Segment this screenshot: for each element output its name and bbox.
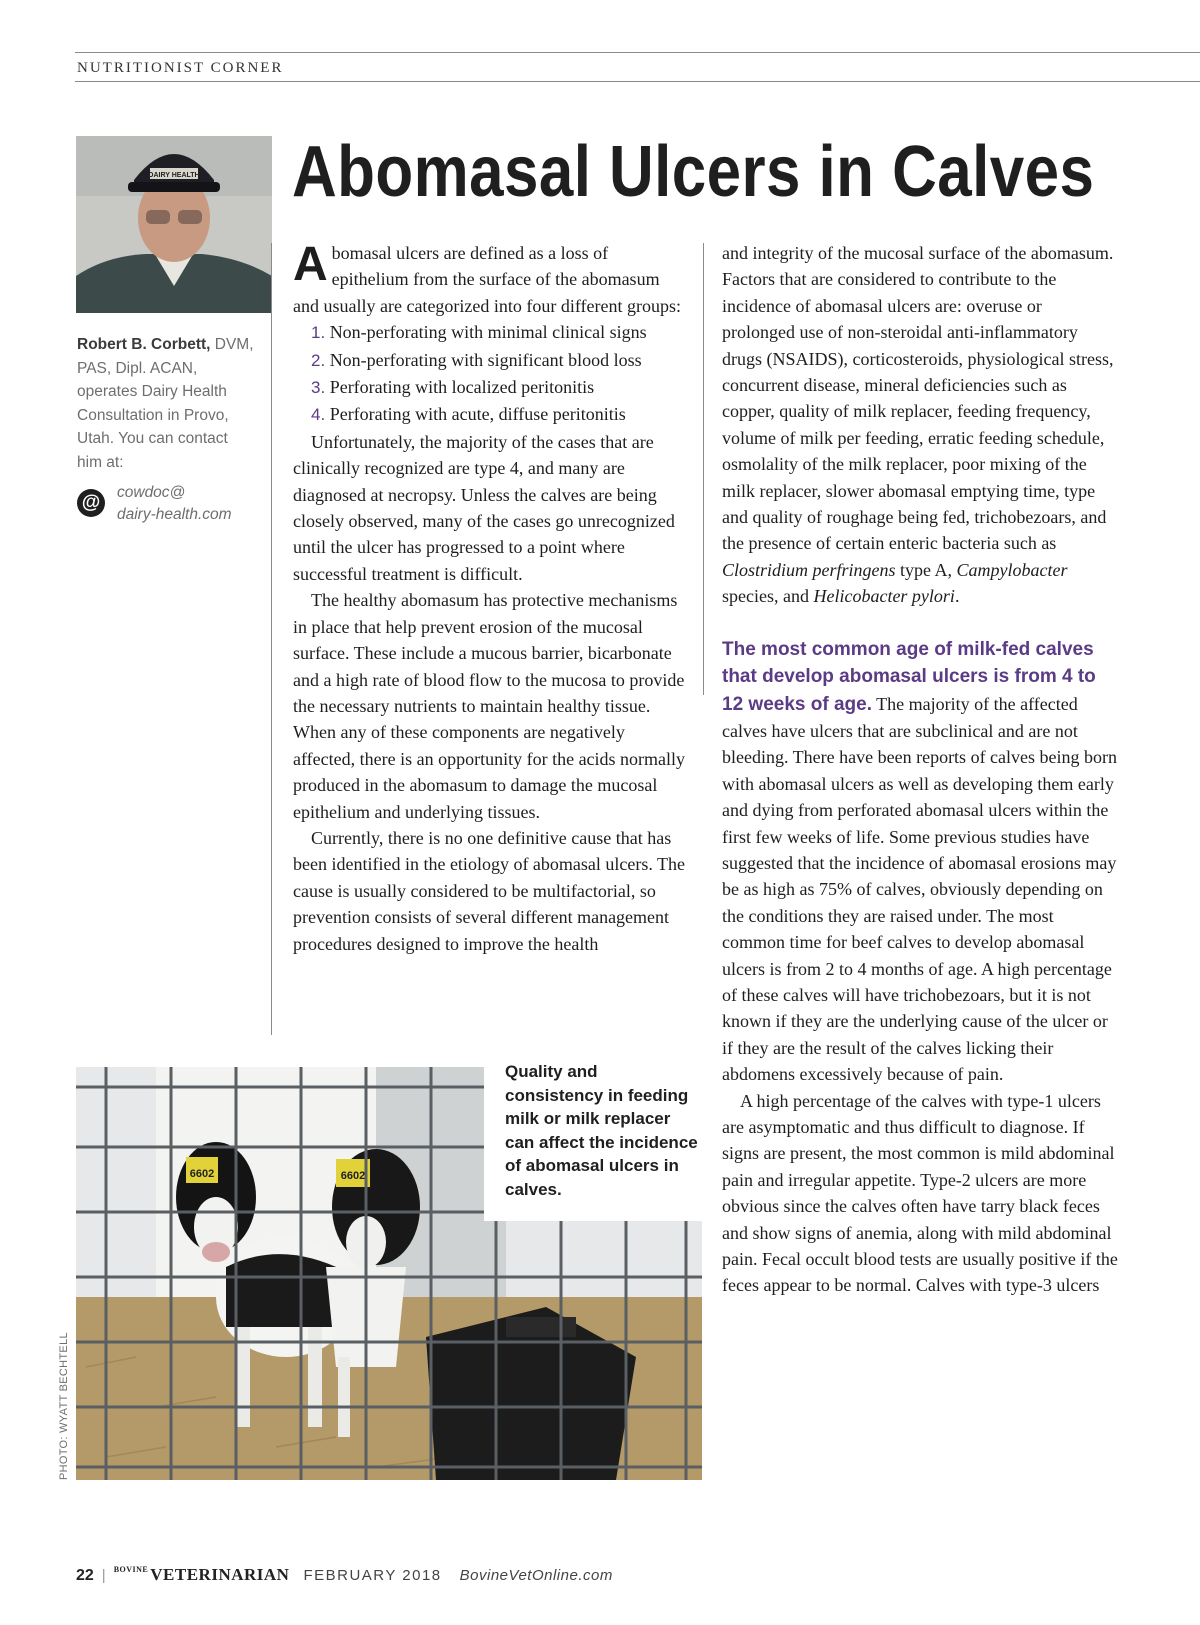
author-contact [77, 482, 277, 532]
column-divider-left [271, 243, 272, 1035]
section-label: NUTRITIONIST CORNER [77, 60, 284, 76]
logo-text: VETERINARIAN [150, 1565, 290, 1584]
list-text: Non-perforating with minimal clinical signs [329, 322, 647, 343]
list-item [293, 319, 687, 346]
text-run: species, and [722, 586, 814, 607]
footer-separator: | [101, 1567, 106, 1584]
list-item [293, 374, 687, 401]
paragraph-types: A high percentage of the calves with type-1 ulcers are asymptomatic and thus difficult to diagnose. If signs are present, the most common is mild abdominal pain and irregular appetite. Type-2 ulcers are more obvious since the calves often have tarry black feces and show signs of anemia, along with mild abdominal pain. Fecal occult blood tests are usually positive if the feces appear to be normal. Calves with type-3 ulcers [722, 1090, 1118, 1296]
magazine-logo [114, 1565, 290, 1584]
paragraph-3: The healthy abomasum has protective mechanisms in place that help prevent erosion of the mucosal surface. These include a mucous barrier, bicarbonate and a high rate of blood flow to the mucosa to provide the necessary nutrients to maintain healthy tissue. When any of these components are negatively affected, there is an opportunity for the acids normally produced in the abomasum to damage the mucosal epithelium and underlying tissues. [293, 590, 686, 822]
paragraph-4: Currently, there is no one definitive cause that has been identified in the etiology of abomasal ulcers. The cause is usually considered to be multifactorial, so prevention consists of several different management procedures designed to improve the health [293, 827, 686, 954]
paragraph-pull-text: The majority of the affected calves have ulcers that are subclinical and are not bleeding. There have been reports of calves being born with abomasal ulcers as well as developing them early and dying from perforated abomasal ulcers within the first few weeks of life. Some previous studies have suggested that the incidence of abomasal erosions may be as high as 75% of calves, obviously depending on the conditions they are raised under. The most common time for beef calves to develop abomasal ulcers is from 2 to 4 months of age. A high percentage of these calves will have trichobezoars, but it is not known if they are the underlying cause of the ulcer or if they are the result of the calves licking their abdomens excessively because of pain. [722, 693, 1118, 1085]
pull-quote: The most common age of milk-fed calves that develop abomasal ulcers is from 4 to 12 weeks of age. [722, 638, 1096, 715]
photo-caption: Quality and consistency in feeding milk or milk replacer can affect the incidence of abomasal ulcers in calves. [505, 1062, 698, 1199]
paragraph-intro [293, 240, 687, 319]
species-name: Helicobacter pylori [813, 586, 955, 607]
species-name: Clostridium perfringens [722, 559, 896, 580]
list-text: Non-perforating with significant blood loss [329, 349, 642, 370]
list-number: 2. [311, 350, 326, 370]
article-column-1 [293, 240, 687, 957]
author-photo [76, 136, 272, 313]
list-text: Perforating with localized peritonitis [329, 377, 595, 398]
list-item [293, 401, 687, 428]
ear-tag-text: 6602 [340, 1170, 366, 1182]
article-title: Abomasal Ulcers in Calves [292, 132, 1095, 212]
website-link[interactable]: BovineVetOnline.com [459, 1567, 613, 1584]
drop-cap: A [293, 238, 328, 291]
author-name: Robert B. Corbett, [77, 336, 211, 353]
logo-small-text: BOVINE [113, 1565, 149, 1574]
issue-date: FEBRUARY 2018 [303, 1567, 442, 1584]
email-at-icon: @ [77, 489, 105, 517]
species-name: Campylobacter [956, 559, 1068, 580]
list-number: 4. [311, 405, 326, 425]
page-number: 22 [76, 1567, 94, 1584]
author-email[interactable] [117, 482, 232, 526]
header-rule-top [75, 52, 1200, 53]
hat-logo-text: DAIRY HEALTH [148, 172, 200, 179]
list-number: 3. [311, 378, 326, 398]
text-run: and integrity of the mucosal surface of the abomasum. Factors that are considered to contribute to the incidence of abomasal ulcers are: overuse or prolonged use of non-steroidal anti-inflammatory drugs (NSAIDS), corticosteroids, physiological stress, concurrent disease, mineral deficiencies such as copper, quality of milk replacer, feeding frequency, volume of milk per feeding, erratic feeding schedule, osmolality of the milk replacer, poor mixing of the milk replacer, slower abomasal emptying time, type and quality of roughage being fed, trichobezoars, and the presence of certain enteric bacteria such as [722, 243, 1114, 554]
list-number: 1. [311, 323, 326, 343]
author-credentials: DVM, PAS, Dipl. ACAN, operates Dairy Health Consultation in Provo, Utah. You can contact him at: [77, 336, 254, 471]
text-run: . [954, 586, 960, 607]
page-footer [76, 1565, 613, 1585]
text-run: type A, [895, 559, 957, 580]
article-column-2 [722, 240, 1118, 1299]
paragraph-factors [722, 240, 1118, 610]
author-bio [77, 333, 255, 474]
ear-tag-text: 6602 [189, 1168, 215, 1180]
photo-credit: PHOTO: WYATT BECHTELL [58, 1332, 70, 1480]
email-line-2: dairy-health.com [117, 506, 232, 523]
email-line-1: cowdoc@ [117, 484, 186, 501]
paragraph-2: Unfortunately, the majority of the cases that are clinically recognized are type 4, and many are diagnosed at necropsy. Unless the calves are being closely observed, many of the cases go unrecognized until the ulcer has progressed to a point where successful treatment is difficult. [293, 431, 675, 584]
header-rule-bottom [75, 81, 1200, 82]
paragraph-intro-text: bomasal ulcers are defined as a loss of epithelium from the surface of the abomasum and usually are categorized into four different groups: [293, 243, 682, 316]
list-item [293, 347, 687, 374]
paragraph-pull [722, 636, 1118, 1088]
list-text: Perforating with acute, diffuse peritonitis [329, 404, 626, 425]
column-divider-center [703, 243, 704, 695]
